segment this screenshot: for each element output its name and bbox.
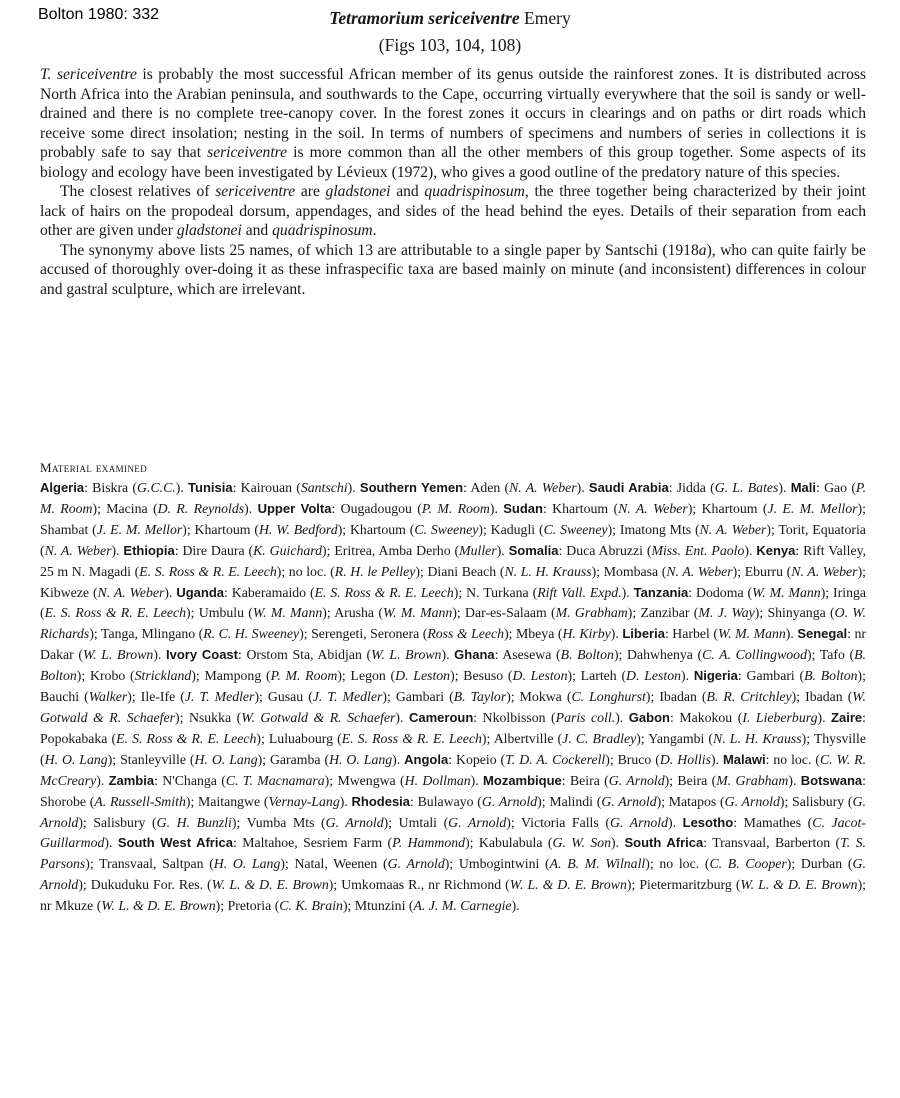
collector: M. Grabham [716,772,789,788]
material-examined-heading: Material examined [40,460,148,475]
locality: Ibadan [805,689,843,705]
collector: D. Leston [395,668,451,684]
locality: Stanleyville [120,751,186,767]
locality: Kadugli [490,521,536,537]
locality: Arusha [334,605,375,621]
country-name: Malawi [722,751,766,767]
collector: R. H. le Pelley [334,563,416,579]
locality: Natal, Weenen [294,856,378,872]
text-run: ), who can quite fairly be accused of thoroughly over-doing it as these infraspecific taxa are based mainly on minute (and inconsistent) differences in colour and gastral sculpture, which are irrelevant. [40,241,866,298]
collector: C. Sweeney [414,521,479,537]
country-name: Zaire [831,709,863,725]
text-run: The closest relatives of [60,183,216,200]
collector: H. O. Lang [213,856,281,872]
figure-reference: (Figs 103, 104, 108) [378,35,522,55]
locality: Vumba Mts [246,814,315,830]
collector: E. S. Ross & R. E. Leech [44,605,187,621]
locality: Shorobe [40,793,86,809]
collector: E. S. Ross & R. E. Leech [139,563,277,579]
locality: Dar-es-Salaam [465,605,547,621]
collector: H. O. Lang [194,751,258,767]
locality: Rift Valley, 25 m N. Magadi [40,542,867,579]
italic-term: sericeiventre [207,144,288,161]
text-run: is probably the most successful African member of its genus outside the rainforest zones. It is distributed across North Africa into the Arabian peninsula, and southwards to the Cape, occurring virtually everywhere that the soil is sandy or well-drained and there is no complete tree-canopy cover. In the forest zones it occurs in clearings and on paths or dirt roads which receive some direct insolation; nesting in the soil. In terms of numbers of specimens and numbers of series in collections it is probably safe to say that [40,66,867,161]
collector: D. Hollis [659,751,711,767]
locality: Salisbury [93,814,146,830]
collector: J. E. M. Mellor [767,500,858,516]
text-run: and [390,183,425,200]
locality: Macina [106,500,148,516]
collector: G. Arnold [387,856,445,872]
collector: G. Arnold [40,793,866,830]
collector: M. Grabham [555,605,628,621]
country-name: Mali [790,480,816,495]
locality: Mokwa [519,689,562,705]
collector: E. S. Ross & R. E. Leech [341,730,482,746]
collector: C. Jacot-Guillarmod [40,814,866,851]
country-name: Tanzania [633,584,689,600]
locality: no loc. [288,563,327,579]
collector: Paris coll. [555,709,616,725]
locality: Kairouan [240,480,293,495]
country-name: Botswana [800,772,863,788]
locality: Umkomaas R., nr Richmond [341,877,502,893]
collector: W. M. Mann [752,584,821,600]
country-name: Lesotho [682,814,734,830]
country-name: Saudi Arabia [588,480,669,495]
collector: J. T. Medler [184,689,255,705]
material-examined-list: Algeria: Biskra (G.C.C.). Tunisia: Kairouan (Santschi). Southern Yemen: Aden (N. A. Weber). Saudi Arabia: Jidda (G. L. Bates). Mali: Gao (P. M. Room); Macina (D. R. Reynolds). Upper Volta: Ougadougou (P. M. Room). Sudan: Khartoum (N. A. Weber); Khartoum (J. E. M. Mellor); Shambat (J. E. M. Mellor); Khartoum (H. W. Bedford); Khartoum (C. Sweeney); Kadugli (C. Sweeney); Imatong Mts (N. A. Weber); Torit, Equatoria (N. A. Weber). Ethiopia: Dire Daura (K. Guichard); Eritrea, Amba Derho (Muller). Somalia: Duca Abruzzi (Miss. Ent. Paolo). Kenya: Rift Valley, 25 m N. Magadi (E. S. Ross & R. E. Leech); no loc. (R. H. le Pelley); Diani Beach (N. L. H. Krauss); Mombasa (N. A. Weber); Eburru (N. A. Weber); Kibweze (N. A. Weber). Uganda: Kaberamaido (E. S. Ross & R. E. Leech); N. Turkana (Rift Vall. Expd.). Tanzania: Dodoma (W. M. Mann); Iringa (E. S. Ross & R. E. Leech); Umbulu (W. M. Mann); Arusha (W. M. Mann); Dar-es-Salaam (M. Grabham); Zanzibar (M. J. Way); Shinyanga (O. W. Richards); Tanga, Mlingano (R. C. H. Sweeney); Serengeti, Seronera (Ross & Leech); Mbeya (H. Kirby). Liberia: Harbel (W. M. Mann). Senegal: nr Dakar (W. L. Brown). Ivory Coast: Orstom Sta, Abidjan (W. L. Brown). Ghana: Asesewa (B. Bolton); Dahwhenya (C. A. Collingwood); Tafo (B. Bolton); Krobo (Strickland); Mampong (P. M. Room); Legon (D. Leston); Besuso (D. Leston); Larteh (D. Leston). Nigeria: Gambari (B. Bolton); Bauchi (Walker); Ile-Ife (J. T. Medler); Gusau (J. T. Medler); Gambari (B. Taylor); Mokwa (C. Longhurst); Ibadan (B. R. Critchley); Ibadan (W. Gotwald & R. Schaefer); Nsukka (W. Gotwald & R. Schaefer). Cameroun: Nkolbisson (Paris coll.). Gabon: Makokou (I. Lieberburg). Zaire: Popokabaka (E. S. Ross & R. E. Leech); Luluabourg (E. S. Ross & R. E. Leech); Albertville (J. C. Bradley); Yangambi (N. L. H. Krauss); Thysville (H. O. Lang); Stanleyville (H. O. Lang); Garamba (H. O. Lang). Angola: Kopeio (T. D. A. Cockerell); Bruco (D. Hollis). Malawi: no loc. (C. W. R. McCreary). Zambia: N'Changa (C. T. Macnamara); Mwengwa (H. Dollman). Mozambique: Beira (G. Arnold); Beira (M. Grabham). Botswana: Shorobe (A. Russell-Smith); Maitangwe (Vernay-Lang). Rhodesia: Bulawayo (G. Arnold); Malindi (G. Arnold); Matapos (G. Arnold); Salisbury (G. Arnold); Salisbury (G. H. Bunzli); Vumba Mts (G. Arnold); Umtali (G. Arnold); Victoria Falls (G. Arnold). Lesotho: Mamathes (C. Jacot-Guillarmod). South West Africa: Maltahoe, Sesriem Farm (P. Hammond); Kabulabula (G. W. Son). South Africa: Transvaal, Barberton (T. S. Parsons); Transvaal, Saltpan (H. O. Lang); Natal, Weenen (G. Arnold); Umbogintwini (A. B. M. Wilnall); no loc. (C. B. Cooper); Durban (G. Arnold); Dukuduku For. Res. (W. L. & D. E. Brown); Umkomaas R., nr Richmond (W. L. & D. E. Brown); Pietermaritzburg (W. L. & D. E. Brown); nr Mkuze (W. L. & D. E. Brown); Pretoria (C. K. Brain); Mtunzini (A. J. M. Carnegie). [40,480,867,914]
collector: G. Arnold [448,814,507,830]
locality: Victoria Falls [520,814,599,830]
locality: Khartoum [194,521,251,537]
collector: Strickland [134,668,192,684]
locality: Legon [350,668,386,684]
collector: M. J. Way [698,605,755,621]
collector: W. Gotwald & R. Schaefer [241,709,396,725]
collector: W. L. Brown [82,647,154,663]
locality: Albertville [493,730,554,746]
collector: Miss. Ent. Paolo [651,542,745,558]
collector: Vernay-Lang [268,793,340,809]
collector: N. A. Weber [44,542,112,558]
species-title-line [0,8,900,29]
locality: Mampong [204,668,262,684]
country-name: Ghana [454,647,495,663]
country-name: South West Africa [117,835,233,851]
locality: Durban [800,856,843,872]
locality: Larteh [580,668,617,684]
collector: P. Hammond [392,835,466,851]
country-name: Upper Volta [257,500,332,516]
collector: Santschi [300,480,348,495]
country-name: Sudan [503,500,543,516]
locality: no loc. [659,856,700,872]
locality: Ile-Ife [140,689,176,705]
italic-term: T. sericeiventre [40,66,137,83]
collector: W. M. Mann [252,605,323,621]
locality: Shambat [40,521,89,537]
collector: D. Leston [512,668,568,684]
country-name: Somalia [508,542,559,558]
italic-term: gladstonei [325,183,391,200]
collector: W. M. Mann [717,626,786,642]
collector: W. L. & D. E. Brown [740,877,858,893]
country-name: Southern Yemen [359,480,464,495]
locality: Transvaal, Saltpan [99,856,204,872]
collector: Ross & Leech [427,626,505,642]
text-run: , the three together being characterized by their joint lack of hairs on the propodeal dorsum, appendages, and sides of the head behind the eyes. Details of their separation from each other are given under [40,183,867,239]
collector: H. Dollman [404,772,471,788]
locality: Shinyanga [767,605,826,621]
locality: Ibadan [659,689,697,705]
locality: Aden [470,480,501,495]
locality: Kabulabula [478,835,543,851]
collector: C. A. Collingwood [702,647,807,663]
locality: Torit, Equatoria [778,521,866,537]
locality: Dire Daura [182,542,245,558]
collector: G. H. Bunzli [156,814,232,830]
collector: A. B. M. Wilnall [549,856,646,872]
locality: Dodoma [696,584,744,600]
collector: P. M. Room [421,500,490,516]
locality: Beira [677,772,708,788]
locality: Beira [569,772,600,788]
locality: Kibweze [40,584,90,600]
locality: Dahwhenya [627,647,693,663]
locality: Khartoum [552,500,609,516]
collector: C. Longhurst [571,689,646,705]
collector: J. C. Bradley [562,730,637,746]
species-author: Emery [519,8,571,28]
country-name: Algeria [40,480,85,495]
locality: nr Dakar [40,626,867,663]
locality: Tafo [819,647,845,663]
country-name: Ivory Coast [166,647,238,663]
locality: Iringa [833,584,866,600]
locality: Gao [824,480,848,495]
country-name: Uganda [176,584,225,600]
locality: Dukuduku For. Res. [90,877,204,893]
text-run: The synonymy above lists 25 names, of which 13 are attributable to a single paper by Santschi (1918 [60,241,699,259]
country-name: Rhodesia [351,793,411,809]
locality: Pietermaritzburg [639,877,732,893]
italic-term: gladstonei [176,222,242,239]
collector: W. M. Mann [382,605,453,621]
collector: C. K. Brain [279,898,343,914]
locality: Gusau [267,689,304,705]
collector: G. Arnold [325,814,384,830]
collector: J. T. Medler [312,689,383,705]
country-name: Nigeria [693,668,738,684]
locality: Nkolbisson [482,709,546,725]
collector: G. L. Bates [714,480,779,495]
body-text [40,65,866,299]
collector: G. Arnold [609,814,668,830]
collector: G. Arnold [40,856,866,893]
collector: N. A. Weber [618,500,688,516]
collector: P. M. Room [40,480,867,516]
paragraph-relatives [40,182,866,241]
country-name: Tunisia [188,480,233,495]
locality: Asesewa [502,647,552,663]
locality: Krobo [89,668,126,684]
country-name: South Africa [624,835,704,851]
collector: C. W. R. McCreary [40,751,867,788]
locality: Khartoum [701,500,758,516]
collector: G. Arnold [608,772,665,788]
country-name: Gabon [628,709,670,725]
locality: Pretoria [227,898,272,914]
locality: Besuso [463,668,504,684]
text-run: and [241,222,273,239]
locality: Kopeio [455,751,497,767]
collector: W. L. & D. E. Brown [509,877,627,893]
collector: H. O. Lang [44,751,108,767]
material-examined-section [40,459,866,917]
italic-term: sericeiventre [215,183,296,200]
collector: I. Lieberburg [742,709,818,725]
collector: C. T. Macnamara [225,772,325,788]
paragraph-synonymy [40,241,866,300]
locality: nr Mkuze [40,898,94,914]
collector: A. J. M. Carnegie [413,898,512,914]
collector: W. L. & D. E. Brown [101,898,216,914]
locality: Mtunzini [354,898,406,914]
paragraph-distribution [40,65,866,182]
collector: W. L. & D. E. Brown [211,877,329,893]
locality: Umtali [398,814,437,830]
collector: Muller [459,542,497,558]
collector: G. Arnold [481,793,538,809]
locality: Mbeya [516,626,555,642]
locality: Kaberamaido [231,584,307,600]
locality: Biskra [92,480,129,495]
collector: B. Bolton [804,668,858,684]
collector: N. L. H. Krauss [504,563,592,579]
collector: N. A. Weber [97,584,165,600]
locality: Salisbury [792,793,845,809]
collector: Rift Vall. Expd. [537,584,622,600]
locality: Zanzibar [640,605,690,621]
locality: Popokabaka [40,730,108,746]
locality: Garamba [269,751,321,767]
species-name: Tetramorium sericeiventre [329,8,520,28]
collector: B. Bolton [560,647,614,663]
locality: Bauchi [40,689,80,705]
locality: Matapos [668,793,717,809]
locality: Thysville [813,730,866,746]
collector: G.C.C. [137,480,176,495]
collector: T. D. A. Cockerell [505,751,606,767]
collector: H. Kirby [562,626,611,642]
collector: N. A. Weber [509,480,577,495]
locality: Harbel [672,626,710,642]
collector: C. B. Cooper [709,856,787,872]
locality: Diani Beach [427,563,497,579]
collector: N. A. Weber [699,521,767,537]
locality: Tanga, Mlingano [101,626,196,642]
locality: Mombasa [603,563,659,579]
collector: N. A. Weber [791,563,858,579]
locality: Mwengwa [337,772,396,788]
country-name: Cameroun [408,709,474,725]
collector: C. Sweeney [543,521,608,537]
species-heading [0,8,900,56]
locality: Gambari [746,668,795,684]
collector: N. A. Weber [666,563,733,579]
locality: Bulawayo [417,793,474,809]
collector: H. O. Lang [329,751,393,767]
locality: Imatong Mts [619,521,692,537]
locality: no loc. [773,751,812,767]
collector: E. S. Ross & R. E. Leech [314,584,454,600]
collector: P. M. Room [270,668,338,684]
locality: Ougadougou [340,500,412,516]
collector: O. W. Richards [40,605,866,642]
locality: Mamathes [743,814,802,830]
italic-term: quadrispinosum [424,183,525,200]
collector: W. Gotwald & R. Schaefer [40,689,866,725]
locality: Maitangwe [198,793,261,809]
collector: B. Taylor [453,689,507,705]
italic-term: quadrispinosum [272,222,373,239]
locality: Umbulu [198,605,244,621]
collector: Walker [88,689,128,705]
collector: J. E. M. Mellor [96,521,183,537]
collector: G. W. Son [552,835,612,851]
locality: N'Changa [162,772,217,788]
locality: Luluabourg [268,730,333,746]
locality: Nsukka [188,709,232,725]
collector: D. R. Reynolds [157,500,245,516]
country-name: Angola [404,751,449,767]
locality: Eburru [744,563,784,579]
locality: Khartoum [349,521,406,537]
country-name: Zambia [108,772,155,788]
locality: Maltahoe, Sesriem Farm [242,835,383,851]
collector: G. Arnold [601,793,657,809]
country-name: Mozambique [483,772,562,788]
text-run: is more common than all the other members of this group together. Some aspects of its biology and ecology have been investigated by Lévieux (1972), who gives a good outline of the predatory nature of this species. [40,144,866,181]
country-name: Senegal [797,626,848,642]
text-run: . [372,222,377,239]
collector: K. Guichard [253,542,323,558]
locality: Makokou [679,709,733,725]
country-name: Liberia [622,626,665,642]
locality: Yangambi [648,730,705,746]
locality: N. Turkana [466,584,529,600]
country-name: Kenya [756,542,796,558]
source-citation: Bolton 1980: 332 [38,6,159,23]
locality: Umbogintwini [458,856,540,872]
text-run: are [295,183,326,200]
country-name: Ethiopia [123,542,175,558]
collector: H. W. Bedford [258,521,338,537]
collector: B. Bolton [40,647,867,684]
collector: N. L. H. Krauss [713,730,802,746]
locality: Duca Abruzzi [566,542,643,558]
locality: Bruco [617,751,652,767]
collector: A. Russell-Smith [94,793,186,809]
italic-term: a [698,241,707,259]
collector: B. R. Critchley [706,689,792,705]
locality: Eritrea, Amba Derho [334,542,451,558]
locality: Jidda [676,480,706,495]
locality: Malindi [549,793,594,809]
collector: T. S. Parsons [40,835,866,872]
collector: W. L. Brown [371,647,442,663]
collector: E. S. Ross & R. E. Leech [116,730,257,746]
collector: D. Leston [626,668,682,684]
collector: G. Arnold [724,793,780,809]
locality: Gambari [395,689,445,705]
locality: Serengeti, Seronera [311,626,420,642]
collector: R. C. H. Sweeney [203,626,300,642]
locality: Orstom Sta, Abidjan [246,647,362,663]
locality: Transvaal, Barberton [712,835,831,851]
